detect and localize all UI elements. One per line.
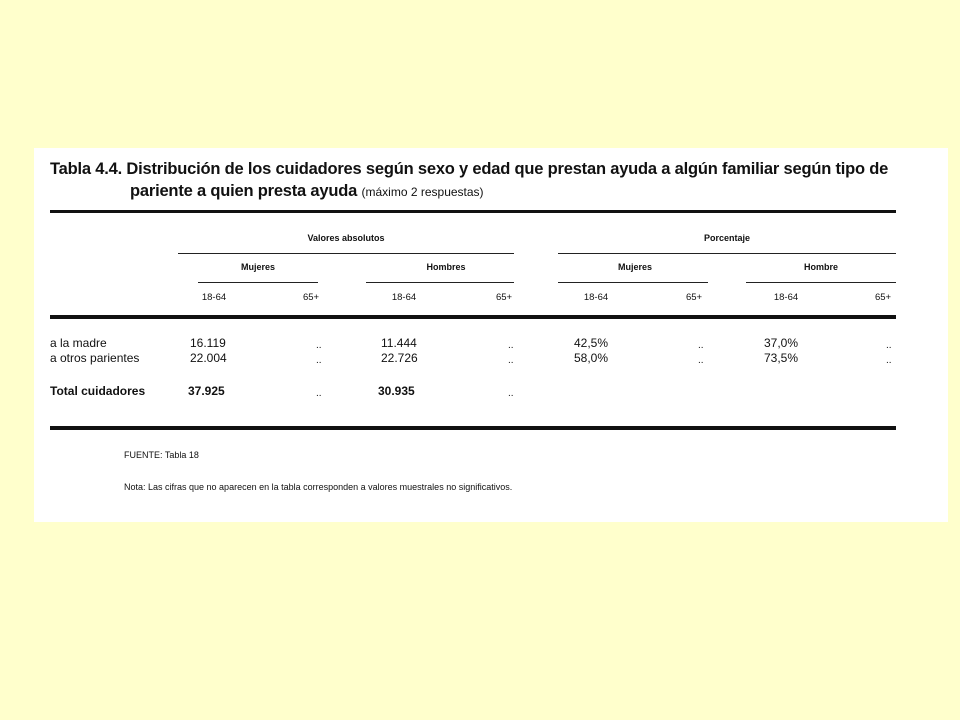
header-abs-hombres: Hombres	[426, 262, 466, 272]
age-pct-m-65: 65+	[874, 292, 892, 303]
row-label: a otros parientes	[50, 351, 140, 365]
title-label: Tabla 4.4.	[50, 160, 122, 178]
header-rule	[50, 315, 896, 319]
cell-pct-m: 37,0%	[764, 336, 799, 350]
age-abs-w-65: 65+	[302, 292, 320, 303]
total-abs-m65: ..	[508, 388, 514, 399]
total-abs-w65: ..	[316, 388, 322, 399]
row-label: a la madre	[50, 336, 107, 350]
cell-abs-w: 22.004	[190, 351, 227, 365]
age-abs-m-65: 65+	[495, 292, 513, 303]
title-note: (máximo 2 respuestas)	[361, 185, 484, 199]
table-title	[50, 158, 930, 203]
rule-pct-hombre	[746, 282, 896, 283]
cell-pct-m65: ..	[886, 340, 892, 351]
cell-abs-m: 22.726	[381, 351, 418, 365]
header-abs-mujeres: Mujeres	[240, 262, 275, 272]
header-porcentaje: Porcentaje	[703, 233, 751, 243]
cell-abs-m65: ..	[508, 340, 514, 351]
header-valores-absolutos: Valores absolutos	[307, 233, 385, 243]
cell-pct-m65: ..	[886, 355, 892, 366]
rule-pct	[558, 253, 896, 254]
header-pct-mujeres: Mujeres	[617, 262, 652, 272]
total-label: Total cuidadores	[50, 384, 146, 398]
cell-abs-w65: ..	[316, 355, 322, 366]
bottom-rule	[50, 426, 896, 430]
title-line1: Distribución de los cuidadores según sexo y edad que prestan ayuda a algún familiar según tipo de	[126, 160, 889, 178]
cell-pct-m: 73,5%	[764, 351, 799, 365]
age-pct-m-18-64: 18-64	[773, 292, 799, 303]
rule-pct-mujeres	[558, 282, 708, 283]
cell-abs-w: 16.119	[190, 336, 226, 350]
cell-pct-w: 42,5%	[574, 336, 609, 350]
rule-abs-mujeres	[198, 282, 318, 283]
footer-note: Nota: Las cifras que no aparecen en la tabla corresponden a valores muestrales no significativos.	[124, 482, 513, 492]
header-pct-hombre: Hombre	[803, 262, 838, 272]
total-abs-w: 37.925	[188, 384, 225, 398]
rule-abs-hombres	[366, 282, 514, 283]
cell-abs-m: 11.444	[381, 336, 417, 350]
title-line2-wrap	[50, 180, 930, 203]
table-panel	[34, 148, 948, 522]
cell-pct-w65: ..	[698, 340, 704, 351]
age-pct-w-65: 65+	[685, 292, 703, 303]
total-abs-m: 30.935	[378, 384, 415, 398]
cell-pct-w65: ..	[698, 355, 704, 366]
rule-abs	[178, 253, 514, 254]
age-abs-m-18-64: 18-64	[391, 292, 417, 303]
footer-source: FUENTE: Tabla 18	[124, 450, 199, 460]
cell-abs-m65: ..	[508, 355, 514, 366]
age-abs-w-18-64: 18-64	[201, 292, 227, 303]
top-rule	[50, 210, 896, 213]
title-line2: pariente a quien presta ayuda	[130, 182, 358, 200]
cell-pct-w: 58,0%	[574, 351, 609, 365]
cell-abs-w65: ..	[316, 340, 322, 351]
age-pct-w-18-64: 18-64	[583, 292, 609, 303]
